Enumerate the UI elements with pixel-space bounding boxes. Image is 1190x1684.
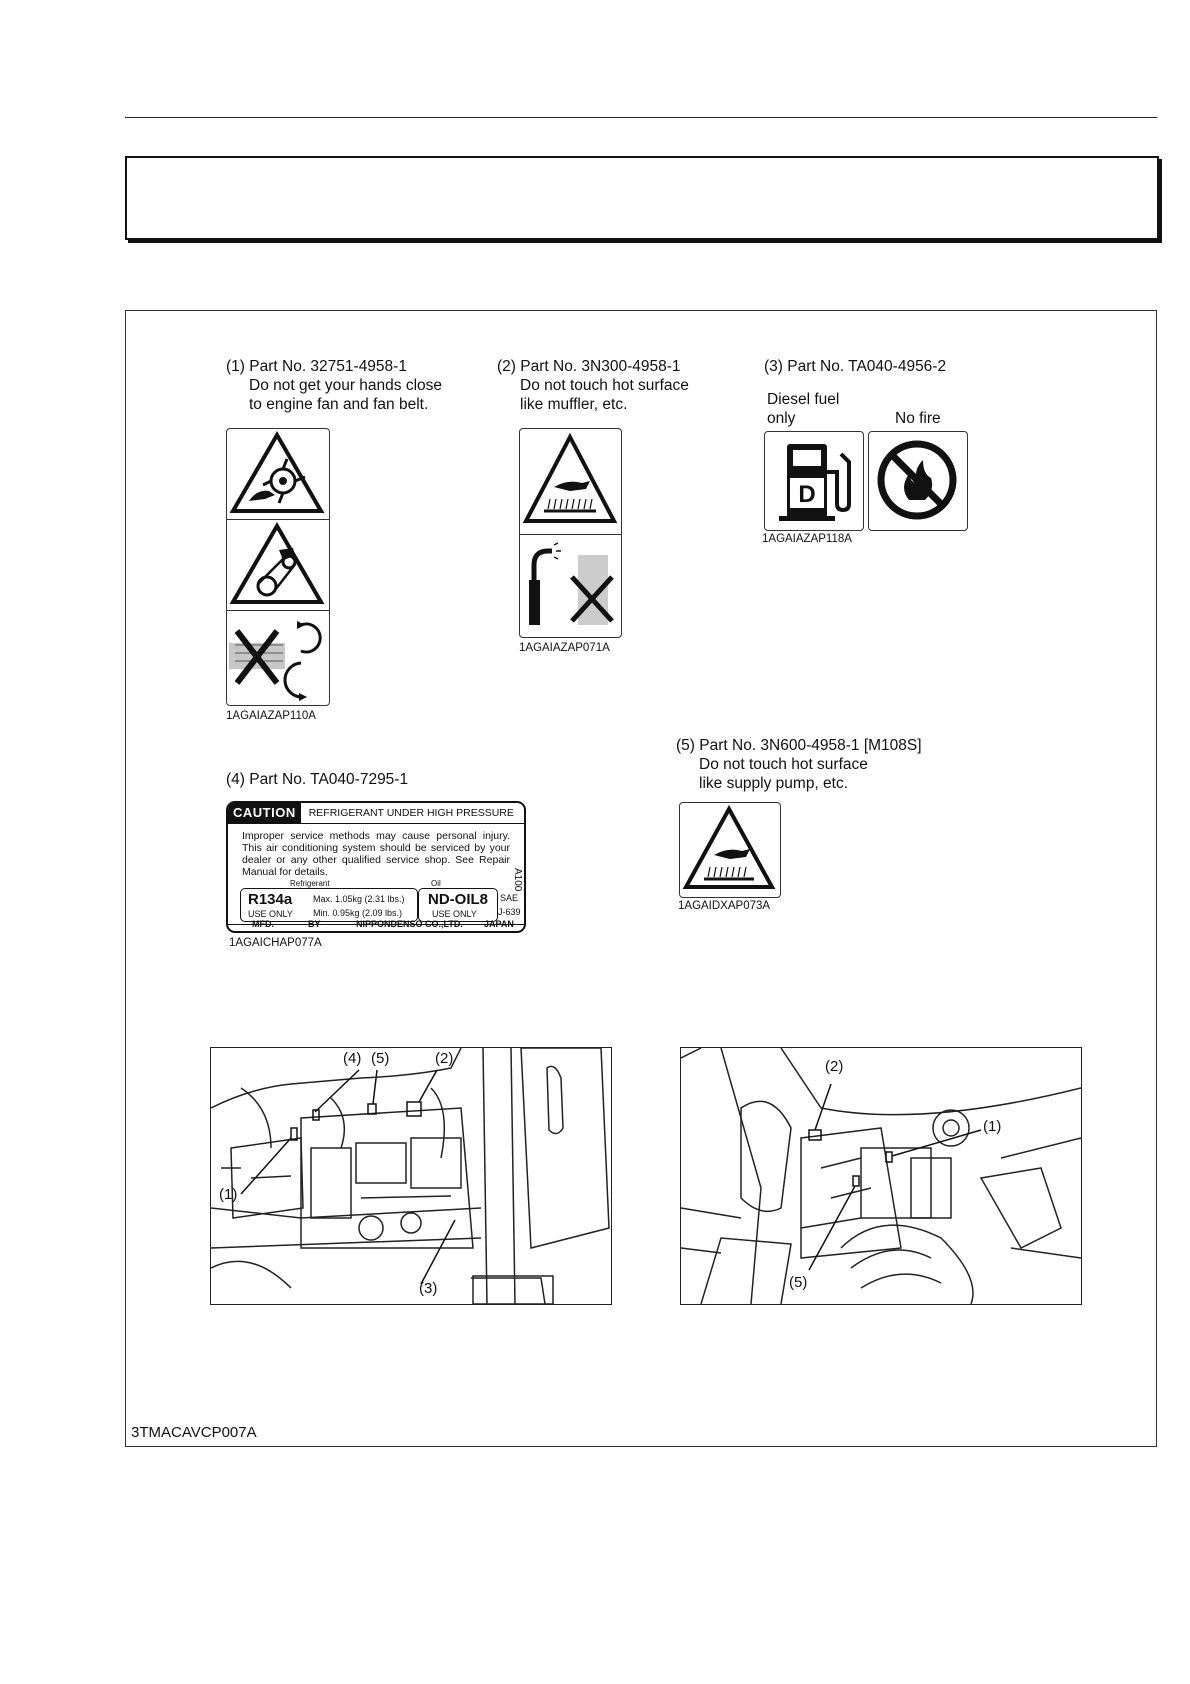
refrigerant-box xyxy=(240,888,418,922)
footer-country: JAPAN xyxy=(484,919,514,929)
hot-surface-panel xyxy=(520,429,621,535)
oil-use-only: USE ONLY xyxy=(432,909,477,919)
refrigerant-type: R134a xyxy=(248,891,293,908)
no-touch-muffler-panel xyxy=(520,535,621,635)
oil-sae: SAE xyxy=(500,893,519,903)
label-1-caption: (1) Part No. 32751-4958-1 Do not get your hands close to engine fan and fan belt. xyxy=(226,358,443,413)
footer-by: BY xyxy=(308,919,321,929)
tractor-left-drawing xyxy=(211,1048,611,1304)
belt-warning-panel xyxy=(227,520,329,611)
label-4-caption: (4) Part No. TA040-7295-1 xyxy=(226,771,409,788)
tractor-left-view xyxy=(210,1047,612,1305)
muffler-no-touch-icon xyxy=(520,535,620,635)
left-callout-1: (1) xyxy=(219,1186,238,1203)
no-hands-rotating-icon xyxy=(227,611,328,706)
diesel-letter: D xyxy=(798,481,816,508)
label-2-decal xyxy=(519,428,622,638)
hot-surface-icon xyxy=(520,429,620,534)
refrigerant-max: Max. 1.05kg (2.31 lbs.) xyxy=(313,894,405,904)
left-callout-2: (2) xyxy=(435,1050,454,1067)
hot-surface-icon xyxy=(680,803,779,896)
fan-hand-icon xyxy=(227,429,328,519)
oil-label: Oil xyxy=(431,879,441,888)
footer-maker: NIPPONDENSO CO.,LTD. xyxy=(356,919,463,929)
label-3-diesel-text: Diesel fuel only xyxy=(767,391,840,427)
label-1-decal xyxy=(226,428,330,706)
diesel-only-decal xyxy=(764,431,864,531)
refrigerant-use-only: USE ONLY xyxy=(248,909,293,919)
label-4-code: 1AGAICHAP077A xyxy=(229,937,322,949)
footer-mfd: MFD. xyxy=(252,919,274,929)
oil-j639: J-639 xyxy=(498,907,521,917)
left-callout-5: (5) xyxy=(371,1050,390,1067)
right-callout-5: (5) xyxy=(789,1274,808,1291)
label-3-caption: (3) Part No. TA040-4956-2 xyxy=(764,358,947,375)
tractor-right-view xyxy=(680,1047,1082,1305)
label-1-code: 1AGAIAZAP110A xyxy=(226,710,316,722)
label-2-code: 1AGAIAZAP071A xyxy=(519,642,610,654)
left-callout-4: (4) xyxy=(343,1050,362,1067)
label-5-code: 1AGAIDXAP073A xyxy=(678,900,771,912)
belt-hand-icon xyxy=(227,520,328,610)
oil-box xyxy=(418,888,498,922)
right-callout-1: (1) xyxy=(983,1118,1002,1135)
caution-word: CAUTION xyxy=(228,803,301,823)
right-callout-2: (2) xyxy=(825,1058,844,1075)
oil-type: ND-OIL8 xyxy=(428,891,488,908)
label-3-nofire-text: No fire xyxy=(895,410,941,427)
fan-warning-panel xyxy=(227,429,329,520)
fuel-pump-icon xyxy=(765,432,862,529)
refrigerant-label: Refrigerant xyxy=(290,879,330,888)
label-2-caption: (2) Part No. 3N300-4958-1 Do not touch hot surface like muffler, etc. xyxy=(497,358,689,413)
left-callout-3: (3) xyxy=(419,1280,438,1297)
caution-heading: REFRIGERANT UNDER HIGH PRESSURE xyxy=(308,807,514,819)
caution-body: Improper service methods may cause personal injury. This air conditioning system should be serviced by your dealer or any other qualified service shop. See Repair Manual for details. xyxy=(242,830,510,878)
tractor-right-drawing xyxy=(681,1048,1081,1304)
caution-refrigerant-decal xyxy=(226,801,526,933)
label-3-code: 1AGAIAZAP118A xyxy=(762,533,852,545)
no-fire-icon xyxy=(869,432,966,529)
no-fire-decal xyxy=(868,431,968,531)
caution-side-code: A100 xyxy=(512,868,523,892)
refrigerant-min: Min. 0.95kg (2.09 lbs.) xyxy=(313,908,403,918)
label-5-decal xyxy=(679,802,781,898)
figure-code: 3TMACAVCP007A xyxy=(131,1424,257,1441)
header-rule xyxy=(125,117,1157,118)
no-hands-panel xyxy=(227,611,329,706)
section-title-box xyxy=(125,156,1159,240)
label-5-caption: (5) Part No. 3N600-4958-1 [M108S] Do not touch hot surface like supply pump, etc. xyxy=(676,737,922,792)
